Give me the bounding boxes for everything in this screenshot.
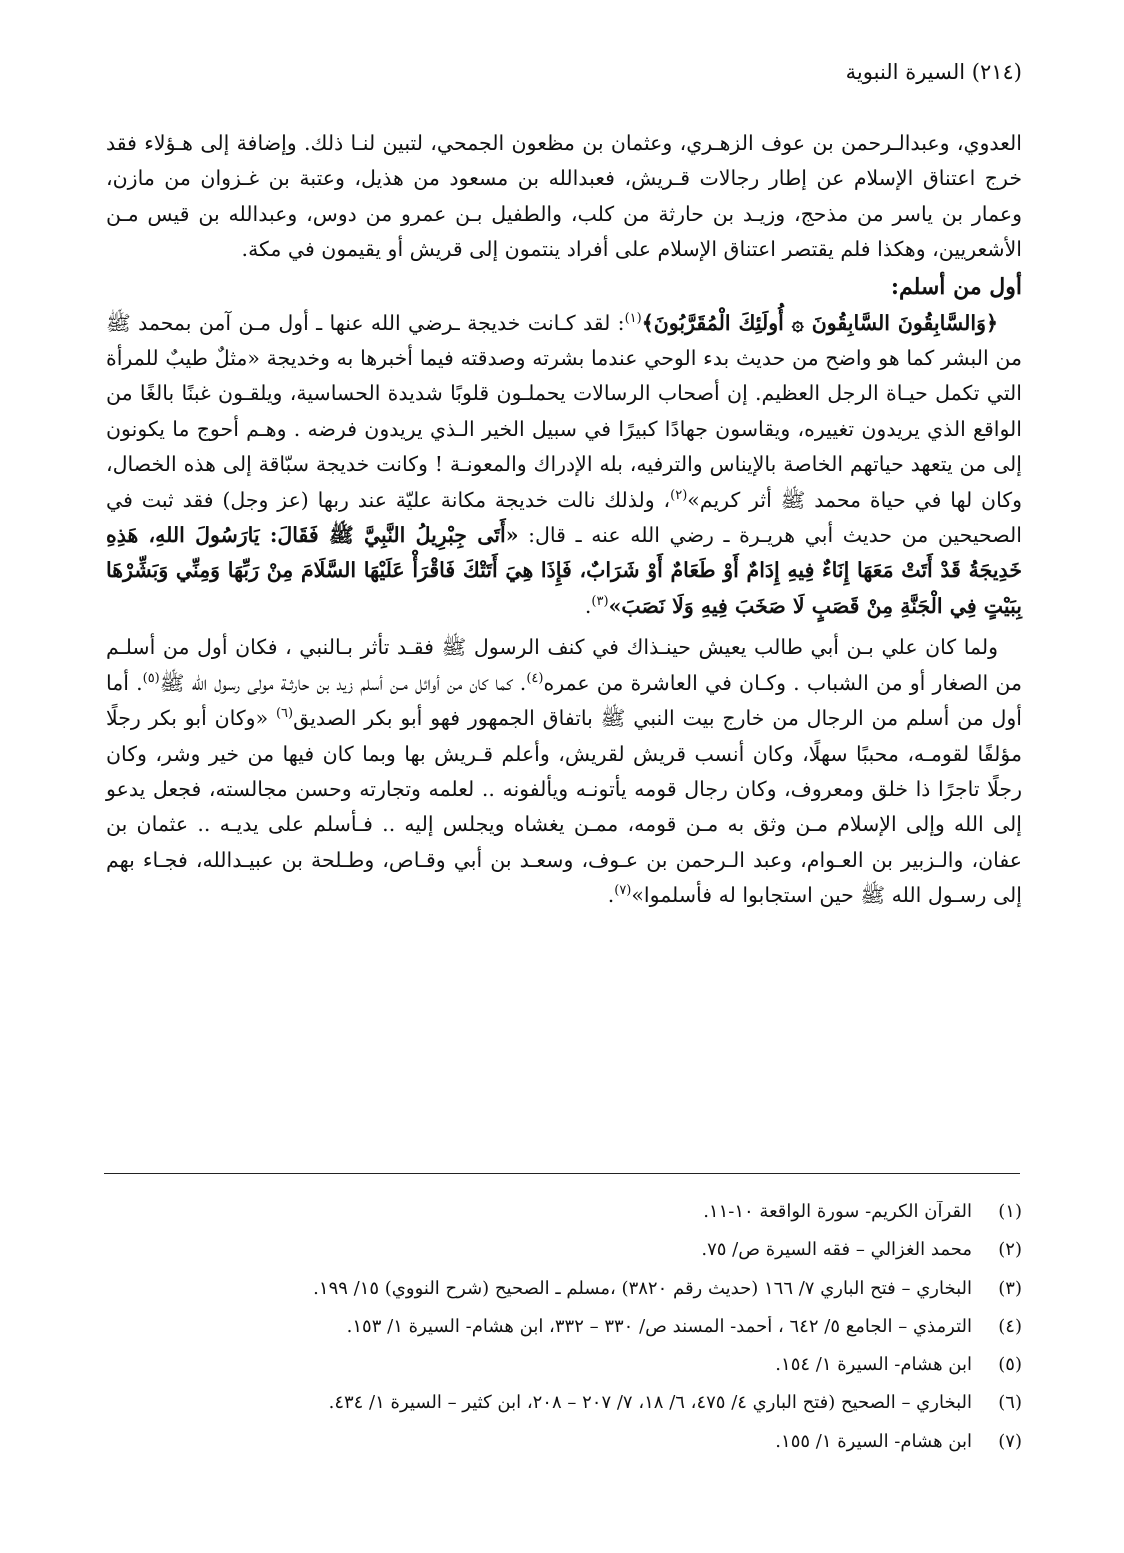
footnote-divider xyxy=(104,1173,1020,1174)
footnote-item xyxy=(106,1392,1022,1414)
paragraph-3-text-a: ولما كان علي بـن أبي طالب يعيش حينـذاك في كنف الرسول ﷺ فقـد تأثر بـالنبي ، فكان أول من أسلـم من الصغار أو من الشباب . وكـان في العاشرة من عمره xyxy=(106,635,1022,695)
footnote-number: (٤) xyxy=(998,1315,1022,1337)
paragraph-3-text-b: . كما كان من أوائل مـن أسلم زيد بن حارثـة مولى رسول الله ﷺ xyxy=(159,670,527,695)
footnote-item xyxy=(106,1354,1022,1376)
running-title: (٢١٤) السيرة النبوية xyxy=(845,60,1022,84)
footnote-number: (٦) xyxy=(998,1392,1022,1414)
footnote-ref-2[interactable]: (٢) xyxy=(670,487,688,503)
footnote-item xyxy=(106,1316,1022,1338)
footnote-number: (٣) xyxy=(998,1277,1022,1299)
footnote-ref-6[interactable]: (٦) xyxy=(275,706,294,722)
paragraph-2 xyxy=(106,306,1022,625)
paragraph-3 xyxy=(106,630,1022,913)
paragraph-1: العدوي، وعبدالـرحمن بن عوف الزهـري، وعثمان بن مظعون الجمحي، لتبين لنـا ذلك. وإضافة إلى هـؤلاء فقد خرج اعتناق الإسلام عن إطار رجالات قـريش، فعبدالله بن مسعود من هذيل، وعتبة بن غـزوان من مازن، وعمار بن ياسر من مذحج، وزيـد بن حارثة من كلب، والطفيل بـن عمرو من دوس، وعبدالله بن قيس مـن الأشعريين، وهكذا فلم يقتصر اعتناق الإسلام على أفراد ينتمون إلى قريش أو يقيمون في مكة. xyxy=(106,131,1022,262)
footnote-ref-4[interactable]: (٤) xyxy=(526,670,544,686)
footnote-ref-5[interactable]: (٥) xyxy=(142,670,160,686)
footnote-item xyxy=(106,1431,1022,1453)
footnote-text: ابن هشام- السيرة ١/ ١٥٥. xyxy=(775,1430,972,1452)
footnote-text: ابن هشام- السيرة ١/ ١٥٤. xyxy=(775,1354,972,1376)
paragraph-2-text-a: : لقد كـانت خديجة ـرضي الله عنها ـ أول مـن آمن بمحمد ﷺ من البشر كما هو واضح من حديث بدء الوحي عندما بشرته وصدقته فيما أخبرها به وخديجة «مثلٌ طيبٌ للمرأة التي تكمل حيـاة الرجل العظيم. إن أصحاب الرسالات يحملـون قلوبًا شديدة الحساسية، ويلقـون غبنًا بالغًا من الواقع الذي يريدون تغييره، ويقاسون جهادًا كبيرًا في سبيل الخير الـذي يريدون فرضه . وهـم أحوج ما يكونون إلى من يتعهد حياتهم الخاصة بالإيناس والترفيه، بله الإدراك والمعونـة ! وكانت خديجة سبّاقة إلى هذه الخصال، وكان لها في حياة محمد ﷺ أثر كريم» xyxy=(106,310,1022,512)
footnote-number: (١) xyxy=(998,1201,1022,1222)
section-heading: أول من أسلم: xyxy=(890,273,1022,300)
footnote-ref-7[interactable]: (٧) xyxy=(614,883,632,899)
main-text xyxy=(106,126,1022,914)
footnote-number: (٧) xyxy=(998,1430,1022,1452)
footnote-text: الترمذي – الجامع ٥/ ٦٤٢ ، أحمد- المسند ص/ ٣٣٠ – ٣٣٢، ابن هشام- السيرة ١/ ١٥٣. xyxy=(346,1315,972,1337)
footnote-ref-1[interactable]: (١) xyxy=(624,310,642,326)
paragraph-2-text-b: ، ولذلك نالت خديجة مكانة عليّة عند ربها (عز وجل) فقد ثبت في الصحيحين من حديث أبي هريـرة ـ رضي الله عنه ـ قال: xyxy=(106,487,1022,548)
footnote-text: القرآن الكريم- سورة الواقعة ١٠-١١. xyxy=(703,1201,972,1222)
paragraph-3-text-d: «وكان أبو بكر رجلًا مؤلفًا لقومـه، محببًا سهلًا، وكان أنسب قريش لقريش، وأعلم قـريش بها وبما كان فيها من خير وشر، وكان رجلًا تاجرًا ذا خلق ومعروف، وكان رجال قومه يأتونـه ويألفونه .. لعلمه وتجارته وحسن مجالسته، فجعل يدعو إلى الله وإلى الإسلام مـن وثق به مـن قومه، ممـن يغشاه ويجلس إليه .. فـأسلم على يديـه .. عثمان بن عفان، والـزبير بن العـوام، وعبد الـرحمن بن عـوف، وسعـد بن أبي وقـاص، وطـلحة بن عبيـدالله، فجـاء بهم إلى رسـول الله ﷺ حين استجابوا له فأسلموا» xyxy=(106,706,1022,908)
footnote-number: (٥) xyxy=(998,1354,1022,1376)
footnote-item xyxy=(106,1278,1022,1300)
footnote-item xyxy=(106,1201,1022,1223)
paragraph-3-text-e: . xyxy=(607,883,615,908)
paragraph-2-text-c: . xyxy=(584,593,592,618)
footnote-text: محمد الغزالي – فقه السيرة ص/ ٧٥. xyxy=(701,1239,972,1261)
footnote-text: البخاري – فتح الباري ٧/ ١٦٦ (حديث رقم ٣٨٢٠) ،مسلم ـ الصحيح (شرح النووي) ١٥/ ١٩٩. xyxy=(313,1277,972,1299)
footnotes-list xyxy=(106,1201,1022,1469)
quran-verse: ﴿وَالسَّابِقُونَ السَّابِقُونَ ۞ أُولَئِكَ الْمُقَرَّبُونَ﴾ xyxy=(641,310,998,335)
footnote-number: (٢) xyxy=(998,1239,1022,1261)
page-header xyxy=(846,58,1022,86)
footnote-text: البخاري – الصحيح (فتح الباري ٤/ ٤٧٥، ٦/ ١٨، ٧/ ٢٠٧ – ٢٠٨، ابن كثير – السيرة ١/ ٤٣٤. xyxy=(328,1392,972,1414)
hadith-quote: «أَتَى جِبْرِيلُ النَّبِيَّ ﷺ فَقَالَ: يَارَسُولَ اللهِ، هَذِهِ خَدِيجَةُ قَدْ أَتَتْ مَعَهَا إِنَاءٌ فِيهِ إِدَامٌ أَوْ طَعَامٌ أَوْ شَرَابٌ، فَإِذَا هِيَ أَتَتْكَ فَاقْرَأْ عَلَيْهَا السَّلَامَ مِنْ رَبِّهَا وَمِنِّي وَبَشِّرْهَا بِبَيْتٍ فِي الْجَنَّةِ مِنْ قَصَبٍ لَا صَخَبَ فِيهِ وَلَا نَصَبَ» xyxy=(106,523,1022,618)
paragraph-3-text-c: . أما أول من أسلم من الرجال من خارج بيت النبي ﷺ باتفاق الجمهور فهو أبو بكر الصديق xyxy=(106,670,1023,731)
footnote-item xyxy=(106,1239,1022,1261)
footnote-ref-3[interactable]: (٣) xyxy=(591,594,609,610)
